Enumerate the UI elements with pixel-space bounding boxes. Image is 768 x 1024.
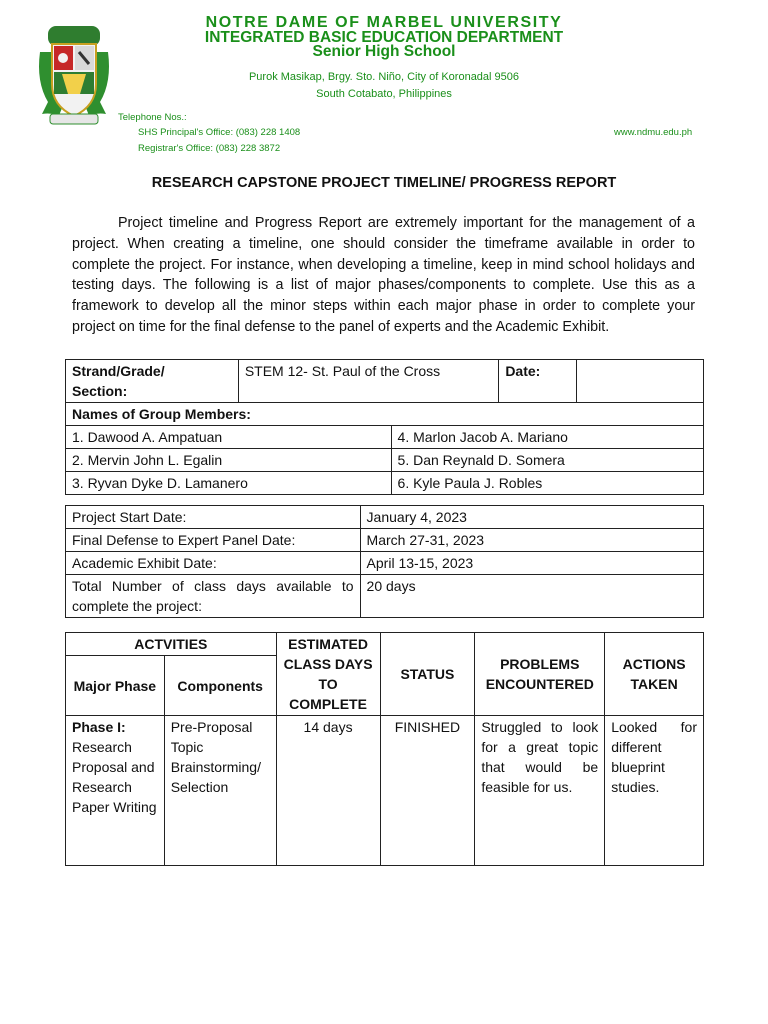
telephone-label: Telephone Nos.:: [118, 112, 187, 123]
date-row-value: January 4, 2023: [360, 506, 703, 529]
member-name: 4. Marlon Jacob A. Mariano: [391, 426, 703, 449]
members-label: Names of Group Members:: [66, 403, 704, 426]
school-name: Senior High School: [312, 43, 456, 60]
principal-office-phone: SHS Principal's Office: (083) 228 1408: [138, 127, 301, 138]
strand-label: Strand/Grade/ Section:: [66, 360, 239, 403]
table-row: [66, 716, 704, 866]
phase-cell: [66, 716, 165, 866]
member-name: 6. Kyle Paula J. Robles: [391, 472, 703, 495]
components-cell: Pre-Proposal Topic Brainstorming/ Selection: [164, 716, 276, 866]
member-name: 3. Ryvan Dyke D. Lamanero: [66, 472, 392, 495]
department-name: INTEGRATED BASIC EDUCATION DEPARTMENT: [204, 29, 564, 46]
project-dates-table: [65, 505, 704, 618]
date-row-label: Final Defense to Expert Panel Date:: [66, 529, 361, 552]
document-title: RESEARCH CAPSTONE PROJECT TIMELINE/ PROGRESS REPORT: [151, 175, 617, 191]
major-phase-header: Major Phase: [66, 656, 165, 716]
phase-description: Research Proposal and Research Paper Writing: [72, 739, 157, 815]
components-header: Components: [164, 656, 276, 716]
strand-value: STEM 12- St. Paul of the Cross: [238, 360, 498, 403]
status-header: STATUS: [380, 633, 475, 716]
date-row-value: March 27-31, 2023: [360, 529, 703, 552]
actions-cell: Looked for different blueprint studies.: [605, 716, 704, 866]
problems-cell: Struggled to look for a great topic that would be feasible for us.: [475, 716, 605, 866]
registrar-office-phone: Registrar's Office: (083) 228 3872: [138, 143, 281, 154]
member-name: 2. Mervin John L. Egalin: [66, 449, 392, 472]
date-row-label: Academic Exhibit Date:: [66, 552, 361, 575]
website-link[interactable]: www.ndmu.edu.ph: [614, 127, 693, 138]
estimated-days-header: ESTIMATED CLASS DAYS TO COMPLETE: [276, 633, 380, 716]
intro-paragraph: Project timeline and Progress Report are extremely important for the management of a project. When creating a timeline, one should consider the timeframe available in order to complete the project. For instance, when developing a timeline, keep in mind school holidays and testing days. The following is a list of major phases/components to complete. Use this as a framework to develop all the minor steps within each major phase in order to complete your project on time for the final defense to the panel of experts and the Academic Exhibit.: [72, 215, 695, 335]
member-name: 1. Dawood A. Ampatuan: [66, 426, 392, 449]
date-row-label: Project Start Date:: [66, 506, 361, 529]
activities-header: ACTVITIES: [66, 633, 277, 656]
date-row-value: 20 days: [360, 575, 703, 618]
date-row-label: Total Number of class days available to complete the project:: [66, 575, 361, 618]
date-label: Date:: [499, 360, 577, 403]
days-cell: 14 days: [276, 716, 380, 866]
address-line-2: South Cotabato, Philippines: [316, 88, 452, 100]
address-line-1: Purok Masikap, Brgy. Sto. Niño, City of Koronadal 9506: [248, 71, 520, 83]
member-name: 5. Dan Reynald D. Somera: [391, 449, 703, 472]
university-name: NOTRE DAME OF MARBEL UNIVERSITY: [205, 14, 563, 31]
phase-title: Phase I:: [72, 719, 126, 735]
group-info-table: [65, 359, 704, 495]
problems-header: PROBLEMS ENCOUNTERED: [475, 633, 605, 716]
date-value: [577, 360, 704, 403]
date-row-value: April 13-15, 2023: [360, 552, 703, 575]
activities-table: [65, 632, 704, 866]
actions-header: ACTIONS TAKEN: [605, 633, 704, 716]
status-cell: FINISHED: [380, 716, 475, 866]
